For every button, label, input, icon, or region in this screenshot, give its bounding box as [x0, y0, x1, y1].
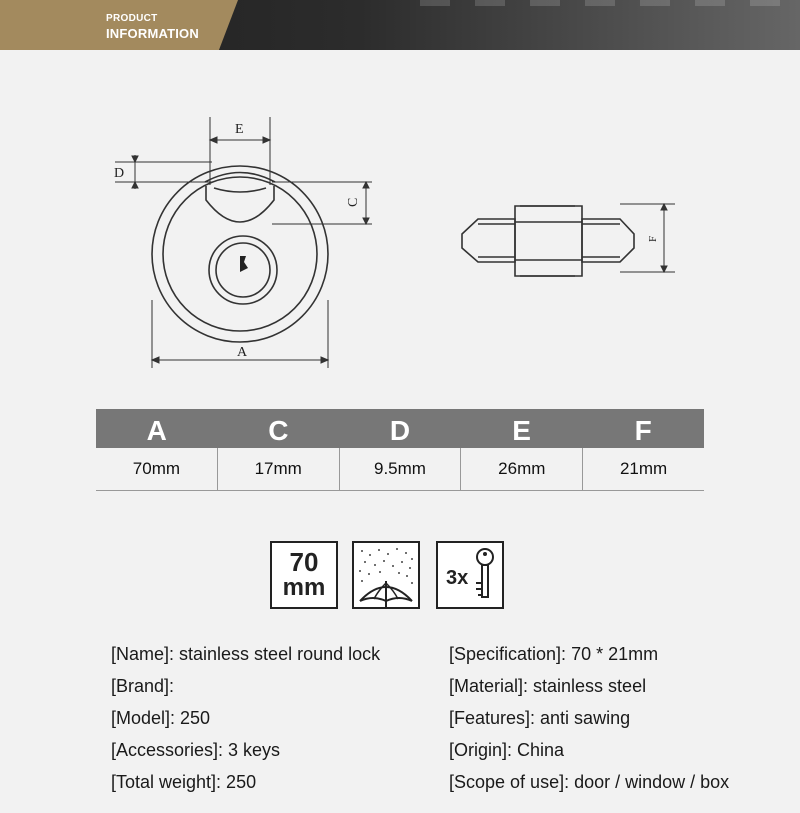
product-info-left — [111, 640, 380, 800]
header-title-small: PRODUCT — [106, 13, 158, 24]
info-origin: [Origin]: China — [449, 740, 565, 760]
label-c: C — [346, 197, 361, 207]
value-f: 21mm — [619, 459, 668, 478]
header-gold-tab — [0, 0, 238, 50]
value-a: 70mm — [96, 448, 218, 490]
label-d: D — [114, 166, 125, 181]
info-model: [Model]: 250 — [111, 708, 211, 728]
lock-technical-drawing — [0, 60, 800, 400]
info-features: [Features]: anti sawing — [449, 708, 631, 728]
dimension-d — [115, 155, 212, 189]
header-decor-stripes — [420, 0, 800, 6]
info-accessories: [Accessories]: 3 keys — [111, 740, 281, 760]
label-f: F — [647, 235, 659, 242]
size-icon-number: 70 — [289, 547, 319, 577]
value-e: 26mm — [461, 448, 583, 490]
label-e: E — [235, 122, 244, 137]
header-c: C — [268, 415, 289, 446]
info-specification: [Specification]: 70 * 21mm — [449, 644, 659, 664]
keys-count: 3x — [446, 567, 469, 589]
dimension-table — [96, 409, 704, 491]
size-icon-unit: mm — [282, 574, 326, 601]
header-title: INFORMATION — [106, 26, 199, 41]
value-c: 17mm — [218, 448, 340, 490]
info-scope-of-use: [Scope of use]: door / window / box — [449, 772, 730, 792]
lock-side-view — [462, 206, 634, 276]
info-material: [Material]: stainless steel — [449, 676, 647, 696]
header-d: D — [389, 415, 411, 446]
info-name: [Name]: stainless steel round lock — [111, 644, 381, 664]
dimension-table-header — [96, 409, 704, 448]
product-information-header — [0, 0, 800, 50]
weatherproof-umbrella-icon — [352, 541, 420, 609]
info-brand: [Brand]: — [111, 676, 175, 696]
value-d: 9.5mm — [340, 448, 462, 490]
header-a: A — [146, 415, 167, 446]
lock-front-view — [152, 166, 328, 342]
header-f: F — [634, 415, 652, 446]
header-e: E — [512, 415, 531, 446]
info-total-weight: [Total weight]: 250 — [111, 772, 257, 792]
size-70mm-icon — [270, 541, 338, 609]
product-info-right — [449, 640, 729, 800]
three-keys-icon — [436, 541, 504, 609]
label-a: A — [237, 345, 248, 360]
key-icon — [438, 543, 502, 607]
dimension-table-values — [96, 448, 704, 491]
